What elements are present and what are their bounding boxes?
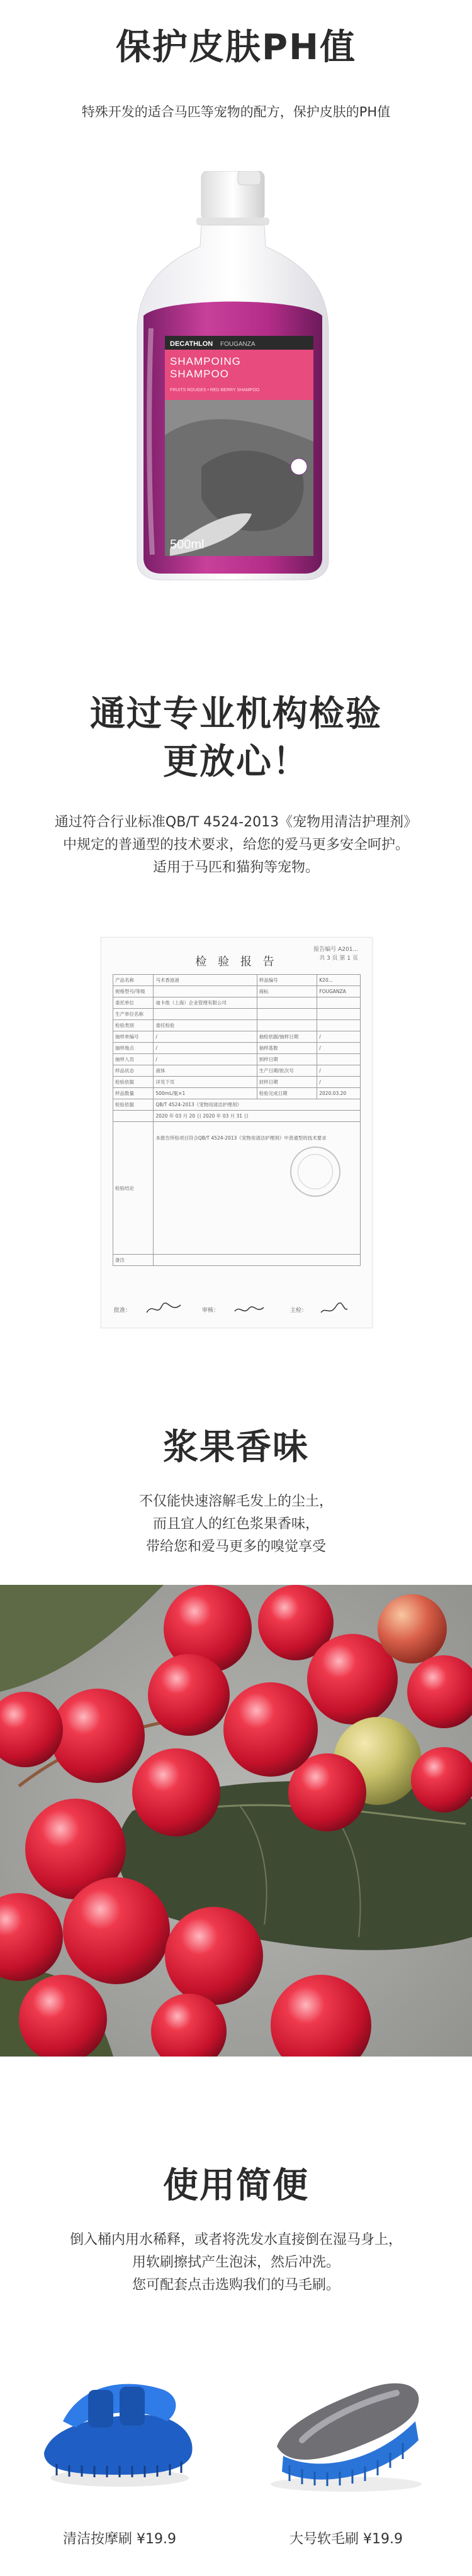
berry-desc-1: 不仅能快速溶解毛发上的尘土，	[138, 1494, 333, 1509]
report-cell: 生产日期/批次号	[257, 1065, 317, 1077]
bottle-brand: DECATHLON	[170, 340, 213, 348]
report-table: 产品名称 马术香波液 样品编号 K20... 规格型号/等级 商标 FOUGANZA 委托单位 迪卡侬（上海）企业管理有限公司 生产单位名称 检验类别 委托检验 抽样单编号 / 抽检依据/抽样日期 / 抽样地点 / 抽样基数 / 抽样人员 / 到样日期 样品状态 液体 生产日期/批次号 / 检验依据 详见下页 封样日期 / 样品数量 500mL/瓶×1 检验完成日期 2020.03.20 检验依据 QB/T 4524-2013《宠物用清洁护理剂》 2020 年 03 月 20 日 2020 年 03 月 31 日 检验结论 本报告所检项目符合QB/T 4524-2013《宠物用清洁护理剂》中普通型的技术要求 备注	[113, 974, 361, 1266]
soft-brush-icon	[264, 2352, 428, 2503]
report-cell	[257, 1020, 317, 1031]
product-massage-brush[interactable]	[38, 2352, 201, 2560]
report-cell: 抽检依据/抽样日期	[257, 1031, 317, 1043]
report-cell	[257, 1009, 317, 1020]
report-cell: 详见下页	[154, 1077, 257, 1088]
report-cell: /	[317, 1065, 361, 1077]
report-cell: /	[317, 1031, 361, 1043]
report-cell: 样品状态	[113, 1065, 154, 1077]
product-label-massage-brush: 清洁按摩刷 ¥19.9	[63, 2531, 176, 2547]
report-cell: 抽样地点	[113, 1043, 154, 1054]
report-desc-2: 中规定的普通型的技术要求，给您的爱马更多安全呵护。	[62, 837, 409, 853]
product-label-soft-brush: 大号软毛刷 ¥19.9	[289, 2531, 403, 2547]
report-cell: 委托检验	[154, 1020, 257, 1031]
report-cell: 迪卡侬（上海）企业管理有限公司	[154, 997, 257, 1009]
report-row	[113, 1088, 361, 1099]
report-cell: 液体	[154, 1065, 257, 1077]
signature-3-icon	[318, 1302, 350, 1318]
report-row	[113, 1065, 361, 1077]
report-cell: 委托单位	[113, 997, 154, 1009]
report-cell: /	[154, 1031, 257, 1043]
report-doc-title: 检 验 报 告	[195, 955, 278, 969]
report-conclusion-label: 检验结论	[113, 1122, 154, 1255]
report-standard-label: 检验依据	[113, 1099, 154, 1111]
bottle-name-1: SHAMPOING	[170, 355, 241, 367]
report-row	[113, 1043, 361, 1054]
report-cell: /	[317, 1043, 361, 1054]
bottle-name-2: SHAMPOO	[170, 368, 229, 380]
berry-title: 浆果香味	[163, 1427, 309, 1468]
report-cell: 500mL/瓶×1	[154, 1088, 257, 1099]
report-row	[113, 1020, 361, 1031]
signer-approve: 批准：	[114, 1307, 132, 1314]
report-cell: /	[317, 1077, 361, 1088]
report-cell: K20...	[317, 975, 361, 986]
product-soft-brush[interactable]	[264, 2352, 428, 2560]
report-stamp-icon	[290, 1146, 340, 1197]
report-row	[113, 1054, 361, 1065]
report-cell: 规格型号/等级	[113, 986, 154, 997]
signature-2-icon	[233, 1302, 265, 1318]
report-cell: 产品名称	[113, 975, 154, 986]
report-row	[113, 1009, 361, 1020]
report-row	[113, 997, 361, 1009]
bottle-subbrand: FOUGANZA	[220, 341, 256, 348]
report-cell: 抽样人员	[113, 1054, 154, 1065]
report-cell: /	[154, 1054, 257, 1065]
report-cell: 马术香波液	[154, 975, 257, 986]
report-cell	[154, 986, 257, 997]
red-berries-photo	[0, 1585, 472, 2057]
signer-main: 主检：	[290, 1307, 308, 1314]
report-cell	[317, 997, 361, 1009]
usage-desc-1: 倒入桶内用水稀释，或者将洗发水直接倒在湿马身上，	[69, 2232, 402, 2248]
report-cell: FOUGANZA	[317, 986, 361, 997]
report-cell: 到样日期	[257, 1054, 317, 1065]
report-title-2: 更放心！	[163, 741, 309, 782]
report-title-1: 通过专业机构检验	[90, 694, 382, 735]
report-cell	[317, 1020, 361, 1031]
report-cell: 检验完成日期	[257, 1088, 317, 1099]
report-conclusion: 本报告所检项目符合QB/T 4524-2013《宠物用清洁护理剂》中普通型的技术要求	[154, 1122, 361, 1255]
report-cell: /	[154, 1043, 257, 1054]
massage-brush-icon	[38, 2352, 201, 2503]
berry-desc-2: 而且宜人的红色浆果香味，	[152, 1516, 319, 1532]
report-cell: 封样日期	[257, 1077, 317, 1088]
report-row	[113, 975, 361, 986]
report-cell	[317, 1054, 361, 1065]
report-row	[113, 1077, 361, 1088]
report-cell: 抽样单编号	[113, 1031, 154, 1043]
report-row	[113, 986, 361, 997]
report-cell: 2020.03.20	[317, 1088, 361, 1099]
berry-desc-3: 带给您和爱马更多的嗅觉享受	[145, 1539, 326, 1555]
report-cell	[317, 1009, 361, 1020]
report-dates: 2020 年 03 月 20 日 2020 年 03 月 31 日	[154, 1111, 361, 1122]
shampoo-bottle-image	[126, 171, 340, 581]
usage-desc-2: 用软刷擦拭产生泡沫，然后冲洗。	[132, 2255, 340, 2270]
report-cell: 抽样基数	[257, 1043, 317, 1054]
report-code: 报告编号 A201... 共 3 页 第 1 页	[313, 947, 358, 962]
inspection-report-image	[101, 937, 373, 1328]
report-row	[113, 1031, 361, 1043]
usage-desc-3: 您可配套点击选购我们的马毛刷。	[132, 2277, 340, 2293]
signer-review: 审核：	[202, 1307, 220, 1314]
ph-title: 保护皮肤PH值	[116, 27, 356, 68]
report-cell: 检验依据	[113, 1077, 154, 1088]
report-desc-3: 适用于马匹和猫狗等宠物。	[152, 860, 319, 875]
report-cell: 生产单位名称	[113, 1009, 154, 1020]
ph-subtitle: 特殊开发的适合马匹等宠物的配方，保护皮肤的PH值	[81, 104, 391, 119]
report-cell: 样品数量	[113, 1088, 154, 1099]
signature-1-icon	[145, 1301, 183, 1318]
report-standard: QB/T 4524-2013《宠物用清洁护理剂》	[154, 1099, 361, 1111]
bottle-flavor: FRUITS ROUGES • RED BERRY SHAMPOO	[170, 388, 260, 392]
usage-title: 使用简便	[163, 2165, 309, 2206]
report-cell	[154, 1009, 257, 1020]
report-cell: 检验类别	[113, 1020, 154, 1031]
report-cell: 样品编号	[257, 975, 317, 986]
report-desc-1: 通过符合行业标准QB/T 4524-2013《宠物用清洁护理剂》	[54, 814, 418, 830]
report-cell: 商标	[257, 986, 317, 997]
report-cell	[257, 997, 317, 1009]
bottle-volume: 500ml	[170, 538, 205, 552]
